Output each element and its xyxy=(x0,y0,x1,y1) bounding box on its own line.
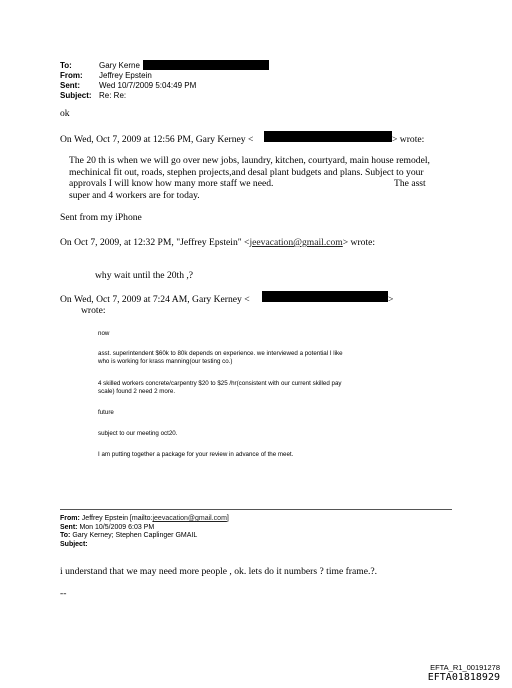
orig-to-value: Gary Kerney; Stephen Caplinger GMAIL xyxy=(72,532,198,539)
quoted-item: now xyxy=(98,330,110,337)
quoted-item: subject to our meeting oct20. xyxy=(98,430,178,437)
quote-attribution xyxy=(60,134,253,146)
quoted-line: mechinical fit out, roads, stephen projects,and desal plant budgets and plans. Subject to your xyxy=(69,166,424,178)
orig-from-close: ] xyxy=(226,515,229,522)
quoted-line: The 20 th is when we will go over new jobs, laundry, kitchen, courtyard, main house remodel, xyxy=(69,155,430,166)
bates-id-primary: EFTA01818929 xyxy=(427,672,500,683)
attribution-suffix: > xyxy=(388,294,394,305)
quoted-item: 4 skilled workers concrete/carpentry $20 to $25 /hr(consistent with our current skilled pay xyxy=(98,380,342,387)
quoted-item: I am putting together a package for your review in advance of the meet. xyxy=(98,451,294,458)
quoted-paragraph xyxy=(69,155,459,201)
quoted-line: super and 4 workers are for today. xyxy=(69,189,200,201)
orig-subject-label: Subject: xyxy=(60,540,88,548)
redaction-bar xyxy=(264,131,392,142)
redaction-bar xyxy=(143,60,269,70)
from-label: From: xyxy=(60,71,83,80)
to-label: To: xyxy=(60,61,72,70)
reply-text: ok xyxy=(60,108,70,119)
original-body: i understand that we may need more people , ok. lets do it numbers ? time frame.?. xyxy=(60,566,378,577)
signature: Sent from my iPhone xyxy=(60,212,142,223)
quote-attribution xyxy=(60,237,375,249)
attribution-wrote: wrote: xyxy=(81,305,106,316)
quoted-item: scale) found 2 need 2 more. xyxy=(98,388,176,395)
bates-id-secondary: EFTA_R1_00191278 xyxy=(430,663,500,672)
quoted-body: why wait until the 20th ,? xyxy=(95,270,194,281)
quoted-line: approvals I will know how many more staff we need. xyxy=(69,178,274,189)
quoted-line-tail: The asst xyxy=(394,178,426,189)
from-value: Jeffrey Epstein xyxy=(99,71,152,80)
email-link[interactable]: jeevacation@gmail.com xyxy=(249,237,343,248)
subject-value: Re: Re: xyxy=(99,91,127,100)
quoted-item: asst. superintendent $60k to 80k depends on experience. we interviewed a potential I like xyxy=(98,350,343,357)
orig-from-value: Jeffrey Epstein [mailto: xyxy=(81,515,153,522)
attribution-prefix: On Wed, Oct 7, 2009 at 12:56 PM, Gary Kerney < xyxy=(60,134,254,145)
quote-attribution xyxy=(60,294,250,306)
sent-label: Sent: xyxy=(60,81,80,90)
attribution-prefix: On Wed, Oct 7, 2009 at 7:24 AM, Gary Kerney < xyxy=(60,294,250,305)
attribution-suffix: > wrote: xyxy=(342,237,376,248)
orig-from-label: From: xyxy=(60,515,80,522)
redaction-bar xyxy=(262,291,388,302)
separator-line xyxy=(60,509,452,510)
orig-sent-value: Mon 10/5/2009 6:03 PM xyxy=(79,523,155,531)
original-header xyxy=(60,515,229,549)
orig-sent-label: Sent: xyxy=(60,523,78,531)
to-value: Gary Kerne xyxy=(99,61,140,70)
quoted-item: who is working for krass manning(our testing co.) xyxy=(98,358,233,365)
subject-label: Subject: xyxy=(60,91,92,100)
attribution-suffix: > wrote: xyxy=(392,134,425,145)
orig-to-label: To: xyxy=(60,532,71,539)
attribution-prefix: On Oct 7, 2009, at 12:32 PM, "Jeffrey Epstein" < xyxy=(60,237,250,248)
email-link[interactable]: jeevacation@gmail.com xyxy=(152,515,227,522)
quoted-item: future xyxy=(98,409,114,416)
sent-value: Wed 10/7/2009 5:04:49 PM xyxy=(99,81,197,90)
signature-dashes: -- xyxy=(60,588,67,599)
